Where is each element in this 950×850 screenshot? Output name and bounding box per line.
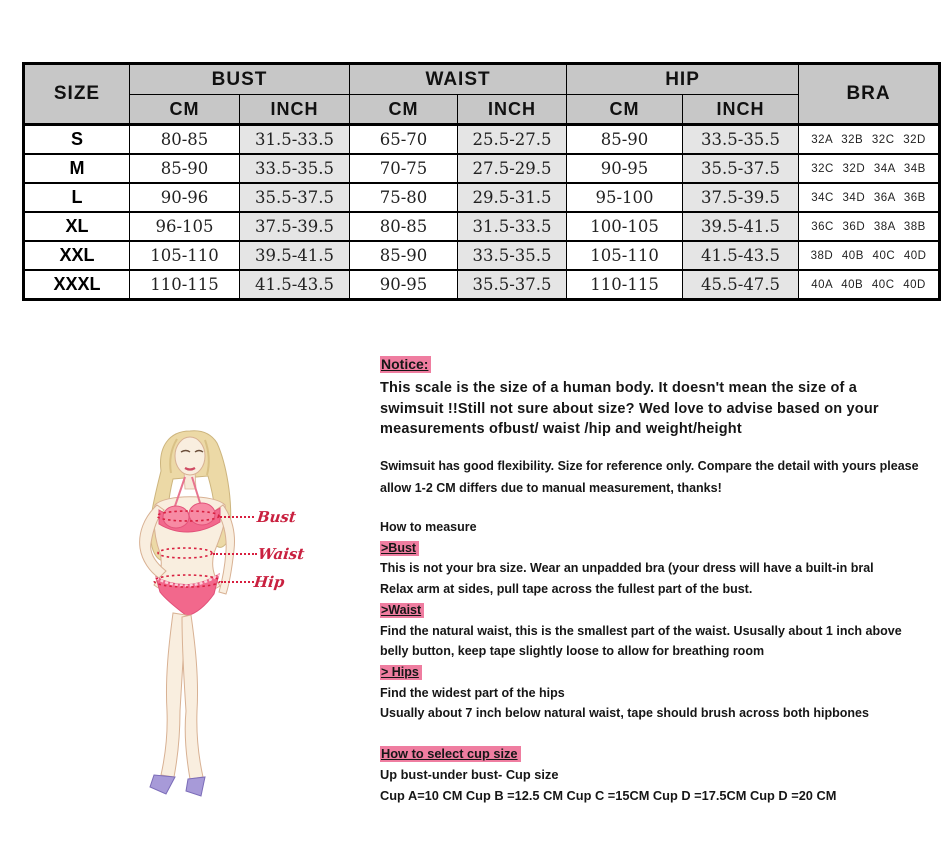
subheader-waist-inch: INCH bbox=[458, 95, 567, 125]
bust-heading-text: >Bust bbox=[380, 541, 419, 556]
subheader-bust-inch: INCH bbox=[240, 95, 350, 125]
flexibility-line: allow 1-2 CM differs due to manual measurement, thanks! bbox=[380, 480, 722, 495]
subheader-waist-cm: CM bbox=[350, 95, 458, 125]
woman-sketch-image bbox=[95, 425, 315, 820]
bust-cm-cell: 90-96 bbox=[130, 183, 240, 212]
cup-size-line: Up bust-under bust- Cup size bbox=[380, 766, 559, 782]
notice-heading bbox=[380, 356, 940, 372]
size-cell: XL bbox=[24, 212, 130, 241]
how-to-measure-section bbox=[380, 517, 940, 724]
bust-cm-cell: 85-90 bbox=[130, 154, 240, 183]
measurement-figure-illustration bbox=[95, 425, 315, 820]
hip-cm-cell: 85-90 bbox=[567, 125, 683, 155]
bust-inch-cell: 31.5-33.5 bbox=[240, 125, 350, 155]
waist-cm-cell: 65-70 bbox=[350, 125, 458, 155]
waist-inch-cell: 31.5-33.5 bbox=[458, 212, 567, 241]
size-cell: M bbox=[24, 154, 130, 183]
bust-cm-cell: 96-105 bbox=[130, 212, 240, 241]
cup-size-heading-text: How to select cup size bbox=[380, 746, 521, 762]
size-cell: L bbox=[24, 183, 130, 212]
hips-instruction-line: Usually about 7 inch below natural waist, tape should brush across both hipbones bbox=[380, 706, 869, 721]
bust-inch-cell: 37.5-39.5 bbox=[240, 212, 350, 241]
col-header-hip: HIP bbox=[567, 64, 799, 95]
notice-paragraph bbox=[380, 378, 940, 440]
waist-inch-cell: 27.5-29.5 bbox=[458, 154, 567, 183]
flexibility-paragraph bbox=[380, 456, 940, 499]
size-cell: XXL bbox=[24, 241, 130, 270]
waist-cm-cell: 70-75 bbox=[350, 154, 458, 183]
table-row bbox=[24, 270, 940, 300]
table-row bbox=[24, 125, 940, 155]
waist-cm-cell: 85-90 bbox=[350, 241, 458, 270]
bust-inch-cell: 41.5-43.5 bbox=[240, 270, 350, 300]
notice-heading-text: Notice: bbox=[380, 356, 431, 373]
hip-leader-line bbox=[221, 581, 254, 583]
bust-inch-cell: 33.5-35.5 bbox=[240, 154, 350, 183]
waist-inch-cell: 29.5-31.5 bbox=[458, 183, 567, 212]
notice-line: This scale is the size of a human body. It doesn't mean the size of a bbox=[380, 380, 858, 396]
subheader-hip-cm: CM bbox=[567, 95, 683, 125]
bust-cm-cell: 110-115 bbox=[130, 270, 240, 300]
size-cell: XXXL bbox=[24, 270, 130, 300]
waist-heading-text: >Waist bbox=[380, 603, 424, 618]
bra-cell: 40A 40B 40C 40D bbox=[799, 270, 940, 300]
waist-instruction-line: Find the natural waist, this is the smallest part of the waist. Ususally about 1 inch above bbox=[380, 623, 902, 638]
bust-section-heading bbox=[380, 538, 940, 559]
bra-cell: 34C 34D 36A 36B bbox=[799, 183, 940, 212]
subheader-hip-inch: INCH bbox=[683, 95, 799, 125]
waist-inch-cell: 35.5-37.5 bbox=[458, 270, 567, 300]
waist-leader-line bbox=[213, 553, 257, 555]
waist-cm-cell: 75-80 bbox=[350, 183, 458, 212]
bust-inch-cell: 35.5-37.5 bbox=[240, 183, 350, 212]
hip-cm-cell: 100-105 bbox=[567, 212, 683, 241]
col-header-waist: WAIST bbox=[350, 64, 567, 95]
hip-cm-cell: 105-110 bbox=[567, 241, 683, 270]
waist-instruction-line: belly button, keep tape slightly loose to allow for breathing room bbox=[380, 644, 765, 659]
hip-inch-cell: 33.5-35.5 bbox=[683, 125, 799, 155]
size-chart-table bbox=[22, 62, 941, 301]
bust-inch-cell: 39.5-41.5 bbox=[240, 241, 350, 270]
hips-instruction-line: Find the widest part of the hips bbox=[380, 685, 565, 700]
hip-inch-cell: 37.5-39.5 bbox=[683, 183, 799, 212]
hip-inch-cell: 39.5-41.5 bbox=[683, 212, 799, 241]
cup-size-line: Cup A=10 CM Cup B =12.5 CM Cup C =15CM Cup D =17.5CM Cup D =20 CM bbox=[380, 787, 837, 803]
bra-cell: 36C 36D 38A 38B bbox=[799, 212, 940, 241]
hips-section-heading bbox=[380, 662, 940, 683]
col-header-bra: BRA bbox=[799, 64, 940, 125]
how-to-measure-heading: How to measure bbox=[380, 520, 477, 535]
cup-size-heading bbox=[380, 744, 940, 765]
table-row bbox=[24, 183, 940, 212]
waist-cm-cell: 90-95 bbox=[350, 270, 458, 300]
hips-heading-text: > Hips bbox=[380, 665, 422, 680]
hip-label: Hip bbox=[253, 573, 286, 591]
hip-cm-cell: 110-115 bbox=[567, 270, 683, 300]
hip-cm-cell: 95-100 bbox=[567, 183, 683, 212]
hip-inch-cell: 41.5-43.5 bbox=[683, 241, 799, 270]
hip-cm-cell: 90-95 bbox=[567, 154, 683, 183]
bra-cell: 32A 32B 32C 32D bbox=[799, 125, 940, 155]
col-header-size: SIZE bbox=[24, 64, 130, 125]
size-cell: S bbox=[24, 125, 130, 155]
waist-cm-cell: 80-85 bbox=[350, 212, 458, 241]
hip-inch-cell: 35.5-37.5 bbox=[683, 154, 799, 183]
bra-cell: 32C 32D 34A 34B bbox=[799, 154, 940, 183]
table-row bbox=[24, 241, 940, 270]
notice-line: swimsuit !!Still not sure about size? Wed love to advise based on your bbox=[380, 400, 879, 417]
cup-size-section bbox=[380, 744, 940, 806]
notice-line: measurements ofbust/ waist /hip and weight/height bbox=[380, 421, 742, 438]
bust-label: Bust bbox=[256, 508, 297, 526]
waist-section-heading bbox=[380, 600, 940, 621]
flexibility-line: Swimsuit has good flexibility. Size for reference only. Compare the detail with yours please bbox=[380, 459, 919, 474]
waist-inch-cell: 25.5-27.5 bbox=[458, 125, 567, 155]
subheader-bust-cm: CM bbox=[130, 95, 240, 125]
waist-label: Waist bbox=[257, 545, 306, 563]
bra-cell: 38D 40B 40C 40D bbox=[799, 241, 940, 270]
bust-instruction-line: This is not your bra size. Wear an unpadded bra (your dress will have a built-in bral bbox=[380, 561, 874, 576]
table-row bbox=[24, 212, 940, 241]
bust-cm-cell: 80-85 bbox=[130, 125, 240, 155]
waist-inch-cell: 33.5-35.5 bbox=[458, 241, 567, 270]
bust-leader-line bbox=[220, 516, 254, 518]
hip-inch-cell: 45.5-47.5 bbox=[683, 270, 799, 300]
bust-instruction-line: Relax arm at sides, pull tape across the fullest part of the bust. bbox=[380, 582, 753, 597]
notes-block bbox=[380, 356, 940, 806]
col-header-bust: BUST bbox=[130, 64, 350, 95]
bust-cm-cell: 105-110 bbox=[130, 241, 240, 270]
table-row bbox=[24, 154, 940, 183]
